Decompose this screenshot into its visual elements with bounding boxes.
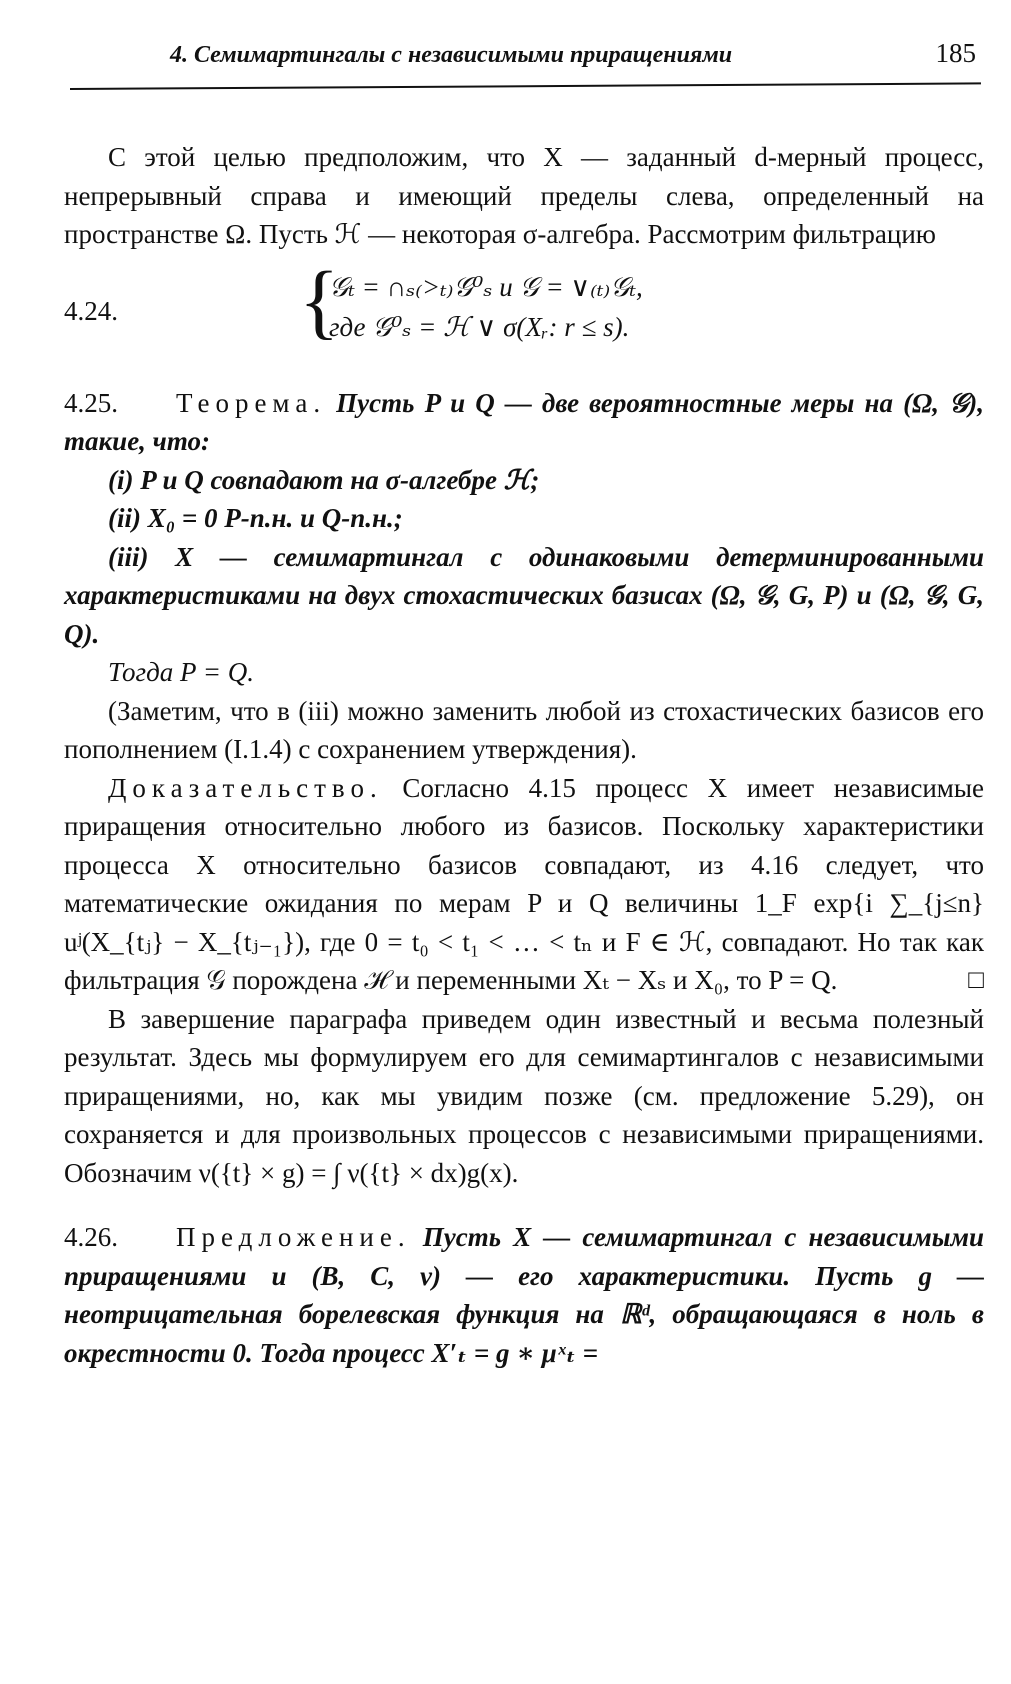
left-brace: { — [299, 254, 340, 348]
theorem-4-25-head — [64, 384, 984, 461]
theorem-remark: (Заметим, что в (iii) можно заменить любой из стохастических базисов его пополнением (I.1.4) с сохранением утверждения). — [64, 695, 984, 764]
proposition-4-26 — [64, 1218, 984, 1372]
running-header — [70, 38, 981, 78]
theorem-item-ii: (ii) X₀ = 0 P-п.н. и Q-п.н.; — [108, 503, 403, 533]
proof-paragraph — [64, 769, 984, 1000]
paragraph-intro: С этой целью предположим, что X — заданный d-мерный процесс, непрерывный справа и имеющий пределы слева, определенный на пространстве Ω. Пусть ℋ — некоторая σ-алгебра. Рассмотрим фильтрацию — [64, 142, 984, 249]
equation-4-24 — [64, 254, 984, 358]
proof-label: Доказательство. — [108, 772, 383, 803]
qed-icon: □ — [968, 965, 984, 994]
equation-line-1: 𝒢ₜ = ∩ₛ₍>ₜ₎𝒢⁰ₛ и 𝒢 = ∨₍ₜ₎𝒢ₜ, — [329, 271, 643, 302]
theorem-intro: Пусть P и Q — две вероятностные меры на (Ω, 𝒢), такие, что: — [64, 387, 985, 456]
equation-number: 4.24. — [64, 295, 118, 326]
theorem-number: 4.25. — [64, 387, 118, 418]
page-number: 185 — [935, 38, 976, 68]
paragraph-conclusion: В завершение параграфа приведем один известный и весьма полезный результат. Здесь мы формулируем его для семимартингалов с независимыми приращениями, но, как мы увидим позже (см. предложение 5.29), он сохраняется и для произвольных процессов с независимыми приращениями. Обозначим ν({t} × g) = ∫ ν({t} × dx)g(x). — [64, 1003, 984, 1188]
theorem-conclusion: Тогда P = Q. — [108, 657, 254, 687]
header-title: 4. Семимартингалы с независимыми приращениями — [170, 42, 733, 68]
theorem-item-i: (i) P и Q совпадают на σ-алгебре ℋ; — [108, 464, 540, 495]
proposition-text: Пусть X — семимартингал с независимыми приращениями и (B, C, ν) — его характеристики. Пусть g — неотрицательная борелевская функция на ℝᵈ, обращающаяся в ноль в окрестности 0. Тогда процесс X′ₜ = g ∗ μˣₜ = — [64, 1222, 985, 1368]
proposition-label: Предложение. — [176, 1222, 411, 1252]
page-body — [64, 138, 984, 1372]
equation-line-2: где 𝒢⁰ₛ = ℋ ∨ σ(Xᵣ: r ≤ s). — [329, 311, 630, 342]
theorem-item-iii: (iii) X — семимартингал с одинаковыми детерминированными характеристиками на двух стохастических базисах (Ω, 𝒢, G, P) и (Ω, 𝒢, G, Q). — [64, 541, 984, 649]
header-rule — [70, 82, 981, 90]
theorem-label: Теорема. — [176, 387, 327, 418]
proposition-number: 4.26. — [64, 1222, 118, 1252]
proof-text: Согласно 4.15 процесс X имеет независимые приращения относительно любого из базисов. Поскольку характеристики процесса X относительно базисов совпадают, из 4.16 следует, что математические ожидания по мерам P и Q величины 1_F exp{i ∑_{j≤n} uʲ(X_{tⱼ} − X_{tⱼ₋₁}), где 0 = t₀ < t₁ < … < tₙ и F ∈ ℋ, совпадают. Но так как фильтрация 𝒢 порождена ℋ и переменными Xₜ − Xₛ и X₀, то P = Q. — [64, 772, 984, 995]
